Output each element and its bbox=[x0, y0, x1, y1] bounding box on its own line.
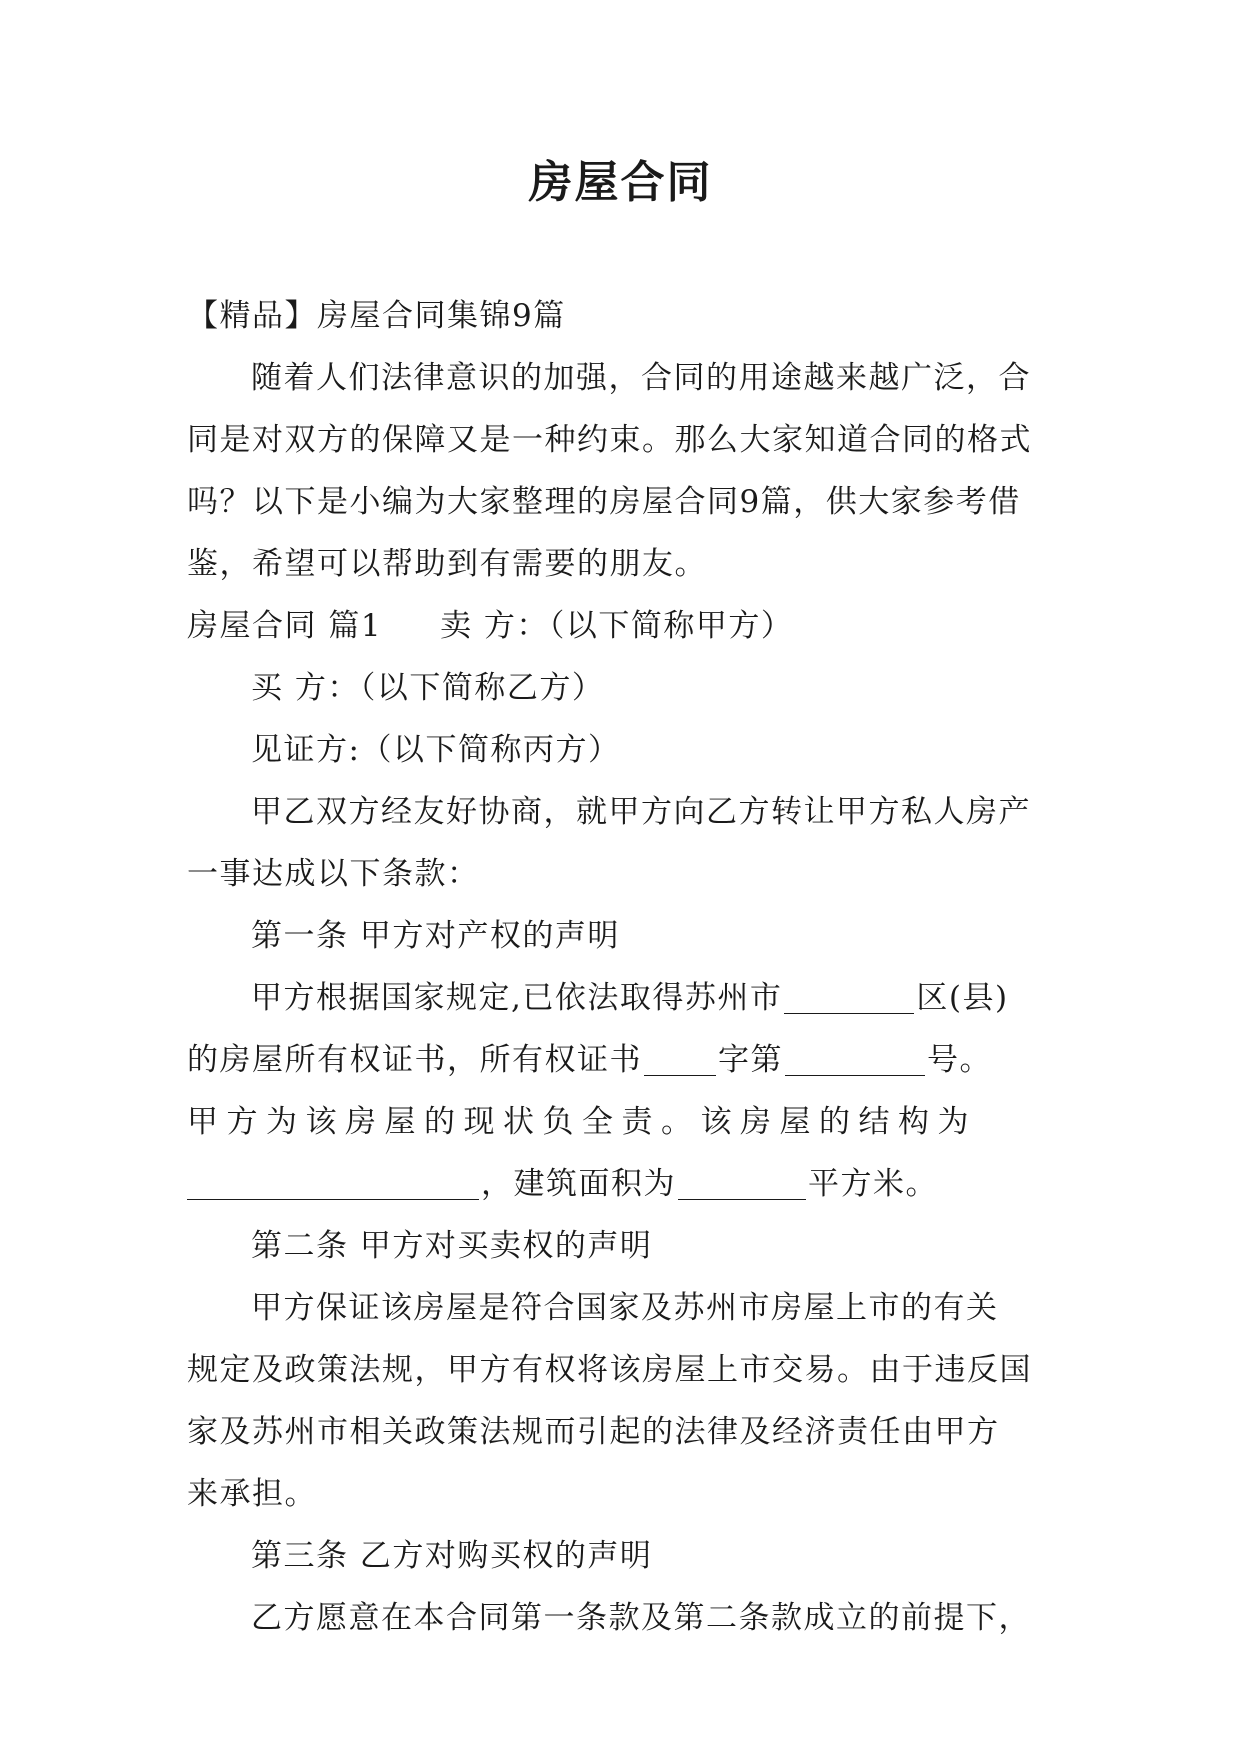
article-1-text: 区(县) bbox=[916, 980, 1009, 1016]
fill-blank-structure bbox=[187, 1165, 479, 1200]
article-1-text: 字第 bbox=[718, 1042, 783, 1078]
article-1-line bbox=[187, 1153, 1057, 1215]
article-1-text: ，建筑面积为 bbox=[481, 1166, 676, 1202]
article-2-line: 家及苏州市相关政策法规而引起的法律及经济责任由甲方 bbox=[187, 1414, 1000, 1450]
article-2-line: 规定及政策法规，甲方有权将该房屋上市交易。由于违反国 bbox=[187, 1352, 1032, 1388]
agreement-line: 甲乙双方经友好协商，就甲方向乙方转让甲方私人房产 bbox=[251, 794, 1031, 830]
article-1-line bbox=[187, 967, 1057, 1029]
section-header-line bbox=[187, 595, 1057, 657]
agreement-line: 一事达成以下条款： bbox=[187, 856, 480, 892]
article-3-heading: 第三条 乙方对购买权的声明 bbox=[251, 1538, 653, 1574]
article-2-line: 来承担。 bbox=[187, 1476, 317, 1512]
article-2-line: 甲方保证该房屋是符合国家及苏州市房屋上市的有关 bbox=[251, 1290, 999, 1326]
intro-line: 同是对双方的保障又是一种约束。那么大家知道合同的格式 bbox=[187, 422, 1032, 458]
fill-blank-district bbox=[784, 979, 914, 1014]
buyer-clause: 买 方：（以下简称乙方） bbox=[251, 670, 605, 706]
article-1-text: 号。 bbox=[927, 1042, 992, 1078]
article-1-text: 甲方根据国家规定,已依法取得苏州市 bbox=[251, 980, 783, 1016]
document-body bbox=[187, 285, 1057, 1649]
section-label: 房屋合同 篇1 bbox=[187, 608, 383, 644]
article-2-heading: 第二条 甲方对买卖权的声明 bbox=[251, 1228, 653, 1264]
fill-blank-cert-prefix bbox=[644, 1041, 716, 1076]
intro-line: 随着人们法律意识的加强，合同的用途越来越广泛，合 bbox=[251, 360, 1031, 396]
intro-line: 吗？以下是小编为大家整理的房屋合同9篇，供大家参考借 bbox=[187, 484, 1021, 520]
intro-line: 鉴，希望可以帮助到有需要的朋友。 bbox=[187, 546, 707, 582]
seller-clause: 卖 方：（以下简称甲方） bbox=[440, 608, 794, 644]
page-title: 房屋合同 bbox=[528, 157, 713, 208]
article-1-text: 平方米。 bbox=[808, 1166, 938, 1202]
article-1-heading: 第一条 甲方对产权的声明 bbox=[251, 918, 620, 954]
fill-blank-area bbox=[678, 1165, 806, 1200]
fill-blank-cert-number bbox=[785, 1041, 925, 1076]
document-subtitle: 【精品】房屋合同集锦9篇 bbox=[187, 298, 566, 334]
article-1-line: 甲方为该房屋的现状负全责。该房屋的结构为 bbox=[187, 1104, 977, 1140]
witness-clause: 见证方:（以下简称丙方） bbox=[251, 732, 621, 768]
article-1-line bbox=[187, 1029, 1057, 1091]
article-1-text: 的房屋所有权证书，所有权证书 bbox=[187, 1042, 642, 1078]
article-3-line: 乙方愿意在本合同第一条款及第二条款成立的前提下， bbox=[251, 1600, 1031, 1636]
